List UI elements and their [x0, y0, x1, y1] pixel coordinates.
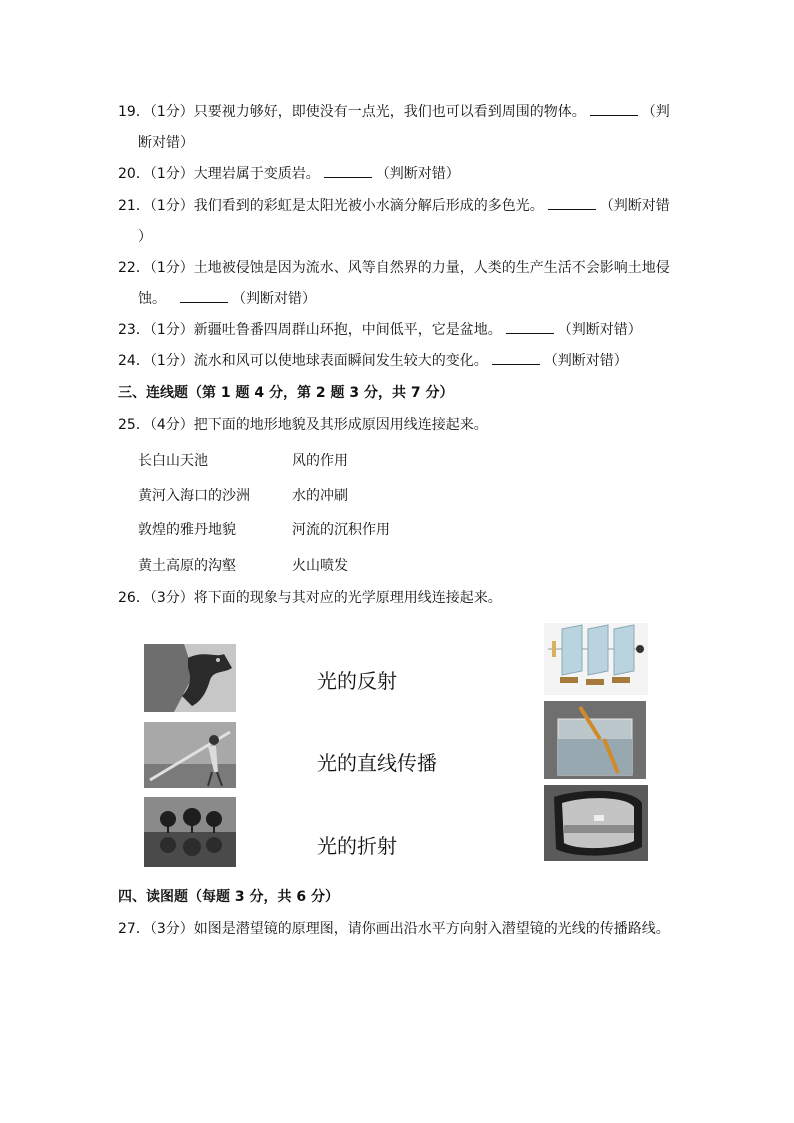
- archer-photo[interactable]: [144, 722, 236, 788]
- question-21-cont: ）: [138, 229, 152, 245]
- answer-blank[interactable]: [548, 197, 596, 210]
- cause-item[interactable]: 风的作用: [292, 453, 348, 469]
- question-25: 25．（4分）把下面的地形地貌及其形成原因用线连接起来。: [118, 417, 488, 433]
- answer-blank[interactable]: [506, 321, 554, 334]
- question-21: 21．（1分）我们看到的彩虹是太阳光被小水滴分解后形成的多色光。 （判断对错: [118, 198, 670, 214]
- cause-item[interactable]: 火山喷发: [292, 558, 348, 574]
- hand-shadow-photo[interactable]: [144, 644, 236, 712]
- question-26: 26．（3分）将下面的现象与其对应的光学原理用线连接起来。: [118, 590, 502, 606]
- principle-straight-line[interactable]: 光的直线传播: [317, 751, 437, 775]
- question-22: 22．（1分）土地被侵蚀是因为流水、风等自然界的力量，人类的生产生活不会影响土地侵: [118, 260, 670, 276]
- answer-blank[interactable]: [590, 103, 638, 116]
- landform-item[interactable]: 长白山天池: [138, 453, 208, 469]
- pinhole-cards-photo[interactable]: [544, 623, 648, 695]
- answer-blank[interactable]: [324, 165, 372, 178]
- car-mirror-photo[interactable]: [544, 785, 648, 861]
- principle-refraction[interactable]: 光的折射: [317, 834, 397, 858]
- landform-item[interactable]: 黄土高原的沟壑: [138, 558, 236, 574]
- question-20: 20．（1分）大理岩属于变质岩。 （判断对错）: [118, 166, 460, 182]
- section-4-title: 四、读图题（每题 3 分，共 6 分）: [118, 889, 339, 905]
- cause-item[interactable]: 河流的沉积作用: [292, 522, 390, 538]
- question-27: 27．（3分）如图是潜望镜的原理图，请你画出沿水平方向射入潜望镜的光线的传播路线。: [118, 921, 670, 937]
- answer-blank[interactable]: [180, 290, 228, 303]
- question-24: 24．（1分）流水和风可以使地球表面瞬间发生较大的变化。 （判断对错）: [118, 353, 628, 369]
- question-23: 23．（1分）新疆吐鲁番四周群山环抱，中间低平，它是盆地。 （判断对错）: [118, 322, 642, 338]
- question-22-cont: 蚀。 （判断对错）: [138, 291, 316, 307]
- principle-reflection[interactable]: 光的反射: [317, 669, 397, 693]
- pencil-in-water-photo[interactable]: [544, 701, 646, 779]
- landform-item[interactable]: 黄河入海口的沙洲: [138, 488, 250, 504]
- question-19-cont: 断对错）: [138, 135, 194, 151]
- tree-reflection-photo[interactable]: [144, 797, 236, 867]
- answer-blank[interactable]: [492, 352, 540, 365]
- cause-item[interactable]: 水的冲刷: [292, 488, 348, 504]
- section-3-title: 三、连线题（第 1 题 4 分，第 2 题 3 分，共 7 分）: [118, 385, 454, 401]
- landform-item[interactable]: 敦煌的雅丹地貌: [138, 522, 236, 538]
- question-19: 19．（1分）只要视力够好，即使没有一点光，我们也可以看到周围的物体。 （判: [118, 104, 670, 120]
